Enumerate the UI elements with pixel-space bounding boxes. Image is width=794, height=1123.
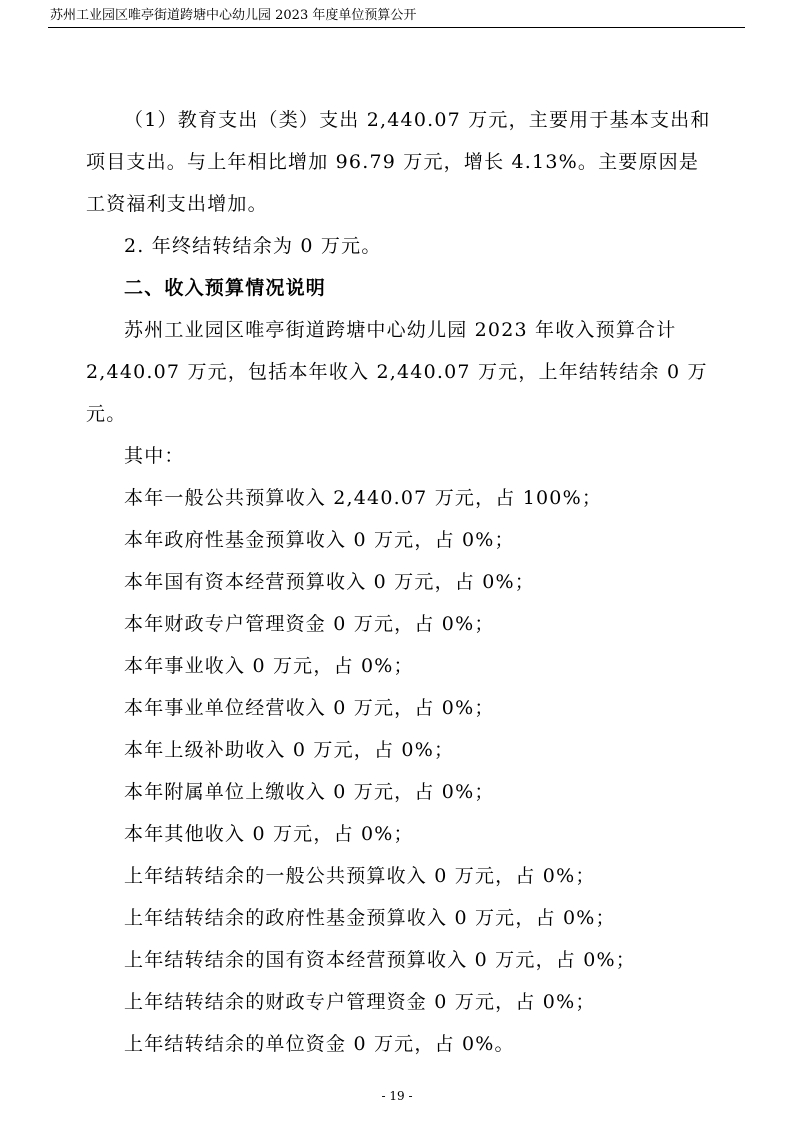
income-item-business: 本年事业收入 0 万元，占 0%； bbox=[124, 655, 414, 677]
header-divider bbox=[48, 27, 745, 28]
page-header: 苏州工业园区唯亭街道跨塘中心幼儿园 2023 年度单位预算公开 bbox=[50, 8, 417, 23]
section-heading-income-budget: 二、收入预算情况说明 bbox=[124, 277, 327, 299]
page-number: - 19 - bbox=[381, 1089, 413, 1103]
carryover-item-state-capital: 上年结转结余的国有资本经营预算收入 0 万元，占 0%； bbox=[124, 949, 636, 971]
carryover-item-general-public-budget: 上年结转结余的一般公共预算收入 0 万元，占 0%； bbox=[124, 865, 596, 887]
income-item-subsidiary-remittance: 本年附属单位上缴收入 0 万元，占 0%； bbox=[124, 781, 495, 803]
income-item-general-public-budget: 本年一般公共预算收入 2,440.07 万元，占 100%； bbox=[124, 487, 603, 509]
income-item-other: 本年其他收入 0 万元，占 0%； bbox=[124, 823, 414, 845]
income-item-superior-subsidy: 本年上级补助收入 0 万元，占 0%； bbox=[124, 739, 455, 761]
document-body bbox=[86, 99, 714, 1065]
paragraph-education-expenditure: （1）教育支出（类）支出 2,440.07 万元，主要用于基本支出和项目支出。与上年相比增加 96.79 万元，增长 4.13%。主要原因是工资福利支出增加。 bbox=[86, 109, 711, 215]
paragraph-year-end-balance: 2. 年终结转结余为 0 万元。 bbox=[124, 235, 382, 257]
carryover-item-fiscal-account: 上年结转结余的财政专户管理资金 0 万元，占 0%； bbox=[124, 991, 596, 1013]
income-item-fiscal-account: 本年财政专户管理资金 0 万元，占 0%； bbox=[124, 613, 495, 635]
paragraph-income-total: 苏州工业园区唯亭街道跨塘中心幼儿园 2023 年收入预算合计 2,440.07 万元，包括本年收入 2,440.07 万元，上年结转结余 0 万元。 bbox=[86, 319, 708, 425]
carryover-item-unit-funds: 上年结转结余的单位资金 0 万元，占 0%。 bbox=[124, 1033, 515, 1055]
paragraph-among-them: 其中： bbox=[124, 445, 185, 467]
income-item-government-fund: 本年政府性基金预算收入 0 万元，占 0%； bbox=[124, 529, 515, 551]
carryover-item-government-fund: 上年结转结余的政府性基金预算收入 0 万元，占 0%； bbox=[124, 907, 616, 929]
income-item-business-operation: 本年事业单位经营收入 0 万元，占 0%； bbox=[124, 697, 495, 719]
income-item-state-capital: 本年国有资本经营预算收入 0 万元，占 0%； bbox=[124, 571, 535, 593]
